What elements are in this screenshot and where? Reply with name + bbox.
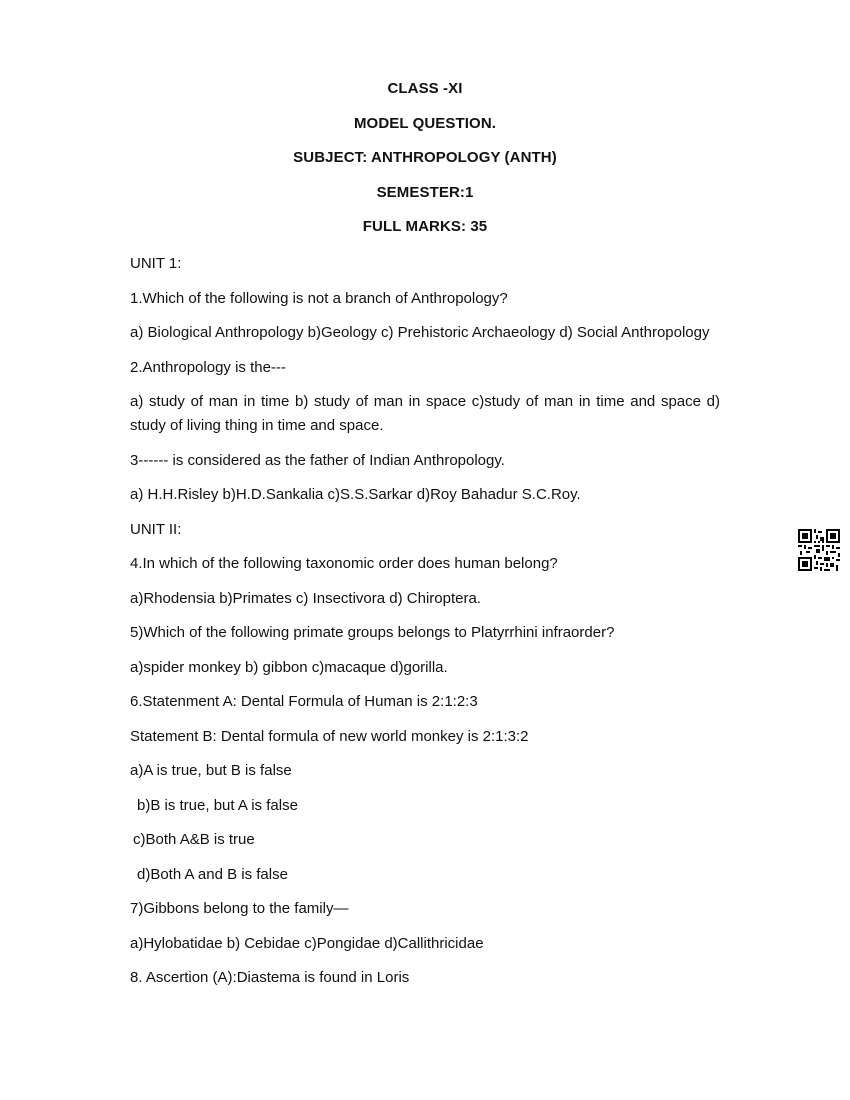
question-6-option-d: d)Both A and B is false <box>137 865 288 883</box>
question-list <box>130 252 720 1001</box>
question-2-options: a) study of man in time b) study of man in space c)study of man in time and space d) study of living thing in time and space. <box>130 393 720 434</box>
question-6-statement-b: Statement B: Dental formula of new world monkey is 2:1:3:2 <box>130 727 529 745</box>
question-5-options: a)spider monkey b) gibbon c)macaque d)gorilla. <box>130 658 448 676</box>
question-5: 5)Which of the following primate groups belongs to Platyrrhini infraorder? <box>130 624 615 641</box>
class-heading: CLASS -XI <box>387 80 463 97</box>
unit-1-label: UNIT 1: <box>130 255 182 272</box>
question-1: 1.Which of the following is not a branch of Anthropology? <box>130 289 508 307</box>
qr-code-icon <box>798 529 840 571</box>
full-marks-heading: FULL MARKS: 35 <box>362 218 488 235</box>
question-7-options: a)Hylobatidae b) Cebidae c)Pongidae d)Callithricidae <box>130 934 484 952</box>
question-6-statement-a: 6.Statenment A: Dental Formula of Human is 2:1:2:3 <box>130 693 478 710</box>
question-4-options: a)Rhodensia b)Primates c) Insectivora d) Chiroptera. <box>130 589 481 607</box>
question-3-options: a) H.H.Risley b)H.D.Sankalia c)S.S.Sarkar d)Roy Bahadur S.C.Roy. <box>130 486 581 503</box>
question-6-option-b: b)B is true, but A is false <box>137 796 298 814</box>
question-6-option-a: a)A is true, but B is false <box>130 762 292 779</box>
subject-heading: SUBJECT: ANTHROPOLOGY (ANTH) <box>293 149 557 166</box>
question-2: 2.Anthropology is the--- <box>130 358 286 376</box>
question-3: 3------ is considered as the father of Indian Anthropology. <box>130 451 505 469</box>
question-6-option-c: c)Both A&B is true <box>133 831 255 848</box>
question-4: 4.In which of the following taxonomic order does human belong? <box>130 555 558 572</box>
question-1-options: a) Biological Anthropology b)Geology c) Prehistoric Archaeology d) Social Anthropology <box>130 324 710 341</box>
semester-heading: SEMESTER:1 <box>376 184 474 201</box>
model-question-heading: MODEL QUESTION. <box>353 115 497 132</box>
unit-2-label: UNIT II: <box>130 520 182 538</box>
question-8: 8. Ascertion (A):Diastema is found in Loris <box>130 969 410 986</box>
question-7: 7)Gibbons belong to the family— <box>130 900 349 917</box>
